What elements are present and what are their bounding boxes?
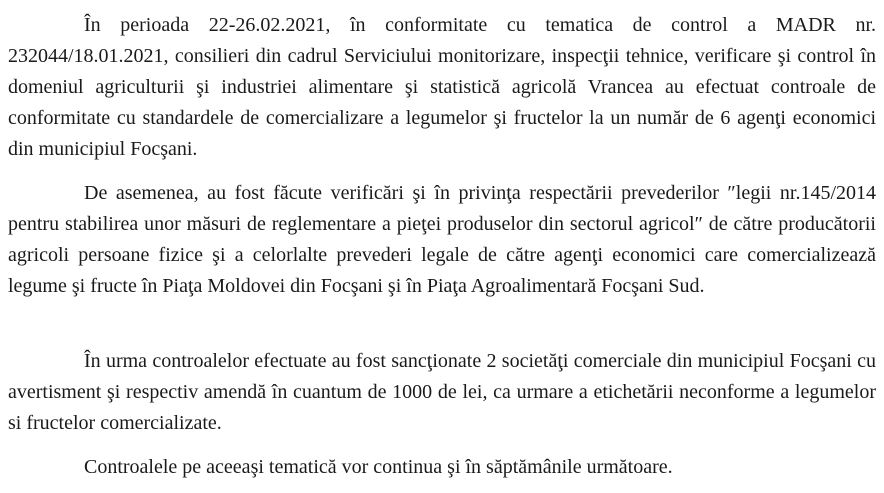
paragraph-control-period: În perioada 22-26.02.2021, în conformitate cu tematica de control a MADR nr. 232044/18.01.2021, consilieri din cadrul Serviciului monitorizare, inspecţii tehnice, verificare şi control în domeniul agriculturii şi industriei alimentare şi statistică agricolă Vrancea au efectuat controale de conformitate cu standardele de comercializare a legumelor şi fructelor la un număr de 6 agenţi economici din municipiul Focşani. <box>8 14 876 160</box>
paragraph-continuation: Controalele pe aceeaşi tematică vor continua şi în săptămânile următoare. <box>84 456 673 478</box>
paragraph-sanctions: În urma controalelor efectuate au fost sancţionate 2 societăţi comerciale din municipiul Focşani cu avertisment şi respectiv amendă în cuantum de 1000 de lei, ca urmare a etichetării neconforme a legumelor si fructelor comercializate. <box>8 350 876 434</box>
paragraph-law-verification: De asemenea, au fost făcute verificări şi în privinţa respectării prevederilor ″legii nr.145/2014 pentru stabilirea unor măsuri de reglementare a pieţei produselor din sectorul agricol″ de către producătorii agricoli persoane fizice şi a celorlalte prevederi legale de către agenţi economici care comercializează legume şi fructe în Piaţa Moldovei din Focşani şi în Piaţa Agroalimentară Focşani Sud. <box>8 182 876 297</box>
